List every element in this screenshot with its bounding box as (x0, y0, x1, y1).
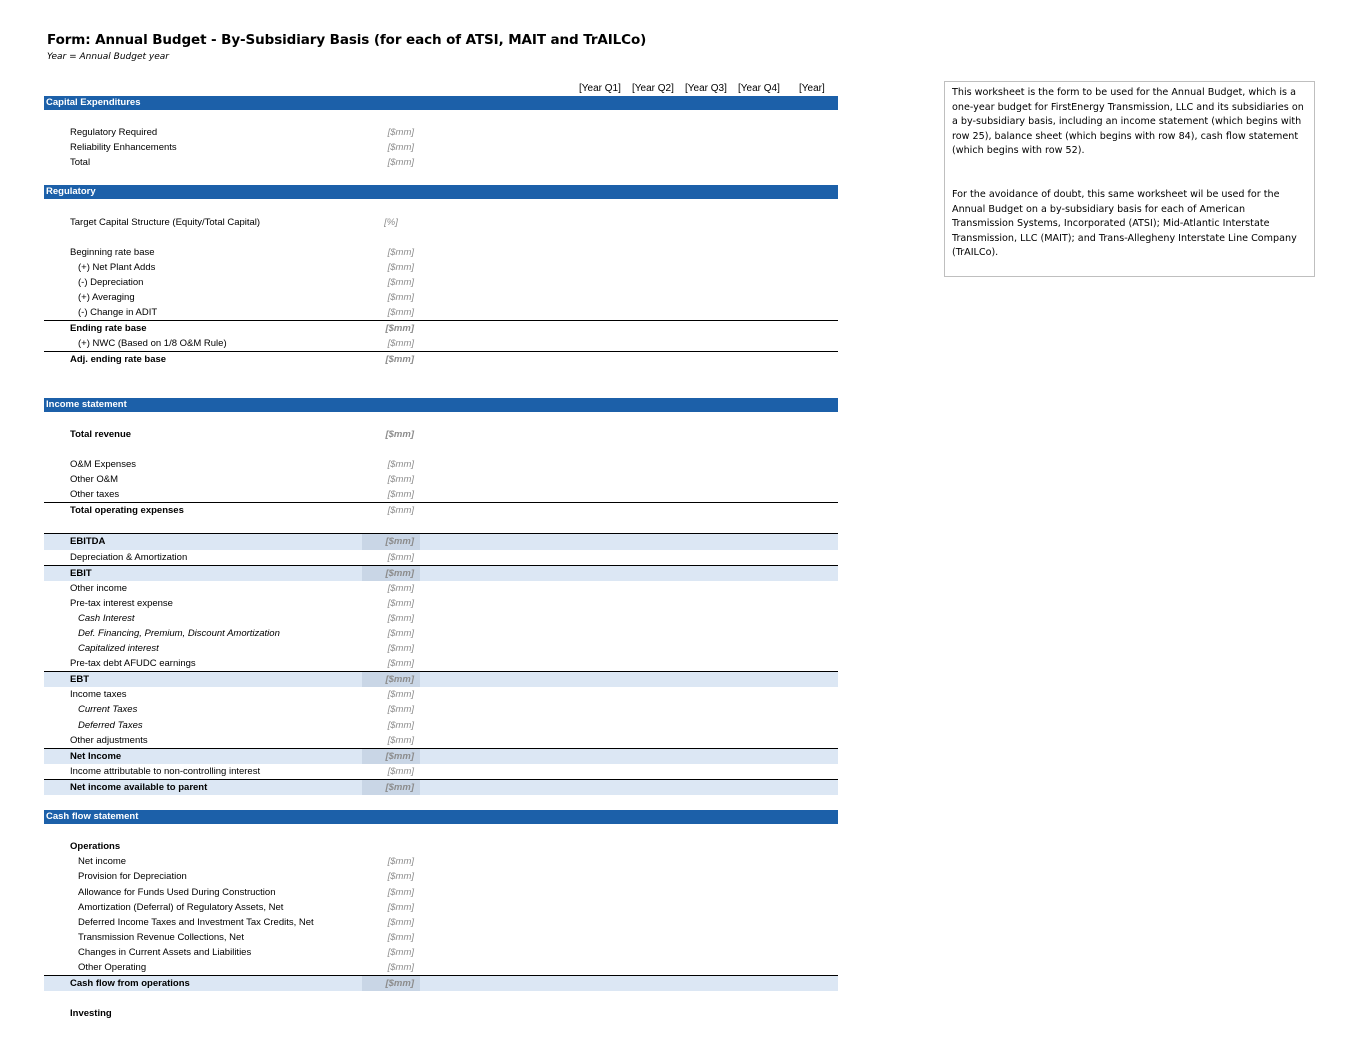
spacer-row (44, 518, 838, 533)
spacer-row (44, 368, 838, 383)
row-label: Other O&M (70, 474, 119, 486)
table-row (44, 764, 838, 779)
row-label: EBT (70, 674, 89, 686)
row-value-input[interactable]: [$mm] (385, 323, 414, 335)
row-label: Beginning rate base (70, 246, 155, 258)
row-label: O&M Expenses (70, 458, 136, 470)
table-row (44, 611, 838, 626)
row-label: Other Operating (78, 961, 147, 973)
row-label: Investing (70, 1008, 112, 1020)
spacer-row (44, 230, 838, 245)
row-label: Total operating expenses (70, 505, 184, 517)
row-value-input[interactable]: [$mm] (362, 534, 420, 549)
row-value-input[interactable]: [$mm] (387, 628, 414, 639)
row-label: Deferred Income Taxes and Investment Tax Credits, Net (78, 916, 314, 928)
table-row (44, 472, 838, 487)
table-row (44, 565, 838, 581)
row-value-input[interactable]: [%] (384, 216, 398, 228)
table-row (44, 140, 838, 155)
row-value-input[interactable]: [$mm] (387, 946, 414, 958)
table-row (44, 260, 838, 275)
row-value-input[interactable]: [$mm] (362, 780, 420, 795)
row-value-input[interactable]: [$mm] (385, 354, 414, 366)
spacer-row (44, 795, 838, 810)
table-row (44, 839, 838, 854)
row-label: EBIT (70, 567, 92, 579)
row-label: Total (70, 157, 91, 169)
row-value-input[interactable]: [$mm] (387, 505, 414, 517)
row-value-input[interactable]: [$mm] (385, 428, 414, 440)
note-paragraph-2: For the avoidance of doubt, this same worksheet wil be used for the Annual Budget on a by-subsidiary basis for each of American Transmission Systems, Incorporated (ATSI); Mid-Atlantic Interstate Transmission, LLC (MAIT); and Trans-Allegheny Interstate Line Company (TrAILCo). (952, 188, 1297, 259)
row-value-input[interactable]: [$mm] (387, 643, 414, 655)
row-value-input[interactable]: [$mm] (387, 734, 414, 746)
row-label: Net income available to parent (70, 781, 208, 793)
row-label: Net income (78, 856, 127, 868)
table-row (44, 581, 838, 596)
table-row (44, 900, 838, 915)
row-label: Income attributable to non-controlling interest (70, 765, 261, 777)
spacer-row (44, 412, 838, 427)
row-label: (-) Depreciation (78, 276, 144, 288)
row-value-input[interactable]: [$mm] (362, 672, 420, 687)
table-row (44, 533, 838, 549)
row-value-input[interactable]: [$mm] (387, 458, 414, 470)
row-label: (-) Change in ADIT (78, 307, 158, 319)
row-value-input[interactable]: [$mm] (387, 142, 414, 154)
row-label: Operations (70, 841, 121, 853)
table-row (44, 487, 838, 502)
table-row (44, 626, 838, 641)
table-row (44, 275, 838, 290)
spacer-row (44, 991, 838, 1006)
table-row (44, 550, 838, 565)
column-header-q4: [Year Q4] (738, 83, 780, 94)
table-row (44, 975, 838, 991)
table-row (44, 502, 838, 518)
row-value-input[interactable]: [$mm] (362, 749, 420, 764)
spacer-row (44, 383, 838, 398)
row-value-input[interactable]: [$mm] (387, 886, 414, 898)
row-value-input[interactable]: [$mm] (387, 307, 414, 319)
row-value-input[interactable]: [$mm] (387, 127, 414, 139)
row-value-input[interactable]: [$mm] (387, 551, 414, 563)
table-row (44, 885, 838, 900)
row-value-input[interactable]: [$mm] (387, 597, 414, 609)
table-row (44, 671, 838, 687)
table-row (44, 427, 838, 442)
row-value-input[interactable]: [$mm] (387, 658, 414, 670)
table-row (44, 869, 838, 884)
row-value-input[interactable]: [$mm] (387, 338, 414, 350)
row-value-input[interactable]: [$mm] (387, 689, 414, 701)
row-label: (+) NWC (Based on 1/8 O&M Rule) (78, 338, 227, 350)
row-value-input[interactable]: [$mm] (387, 931, 414, 943)
section-header: Cash flow statement (44, 810, 838, 824)
row-label: EBITDA (70, 536, 106, 548)
row-label: Cash flow from operations (70, 978, 190, 990)
table-row (44, 779, 838, 795)
table-row (44, 960, 838, 975)
row-value-input[interactable]: [$mm] (387, 704, 414, 716)
column-header-year: [Year] (799, 83, 825, 94)
spacer-row (44, 110, 838, 125)
table-row (44, 915, 838, 930)
table-row (44, 596, 838, 611)
table-row (44, 320, 838, 336)
table-row (44, 718, 838, 733)
row-value-input[interactable]: [$mm] (387, 961, 414, 973)
table-row (44, 125, 838, 140)
row-label: Current Taxes (78, 704, 138, 716)
spacer-row (44, 442, 838, 457)
row-value-input[interactable]: [$mm] (362, 976, 420, 991)
budget-worksheet (44, 96, 838, 1021)
table-row (44, 305, 838, 320)
section-header: Capital Expenditures (44, 96, 838, 110)
row-value-input[interactable]: [$mm] (387, 719, 414, 731)
row-label: Allowance for Funds Used During Construction (78, 886, 276, 898)
column-header-q3: [Year Q3] (685, 83, 727, 94)
row-label: Transmission Revenue Collections, Net (78, 931, 244, 943)
row-value-input[interactable]: [$mm] (362, 566, 420, 581)
table-row (44, 351, 838, 367)
page-title: Form: Annual Budget - By-Subsidiary Basis (for each of ATSI, MAIT and TrAILCo) (47, 32, 647, 48)
row-value-input[interactable]: [$mm] (387, 582, 414, 594)
page-subtitle: Year = Annual Budget year (47, 52, 169, 62)
table-row (44, 336, 838, 351)
table-row (44, 656, 838, 671)
row-label: Income taxes (70, 689, 127, 701)
table-row (44, 930, 838, 945)
table-row (44, 733, 838, 748)
spacer-row (44, 824, 838, 839)
row-label: Other taxes (70, 489, 120, 501)
row-label: Adj. ending rate base (70, 354, 167, 366)
section-header: Income statement (44, 398, 838, 412)
table-row (44, 457, 838, 472)
row-label: Regulatory Required (70, 127, 158, 139)
table-row (44, 290, 838, 305)
row-label: Depreciation & Amortization (70, 551, 188, 563)
table-row (44, 687, 838, 702)
row-value-input[interactable]: [$mm] (387, 276, 414, 288)
row-label: Other adjustments (70, 734, 148, 746)
column-header-q2: [Year Q2] (632, 83, 674, 94)
row-value-input[interactable]: [$mm] (387, 489, 414, 501)
row-label: Target Capital Structure (Equity/Total Capital) (70, 216, 261, 228)
row-value-input[interactable]: [$mm] (387, 157, 414, 169)
spacer-row (44, 199, 838, 214)
table-row (44, 945, 838, 960)
row-label: Reliability Enhancements (70, 142, 177, 154)
row-label: Capitalized interest (78, 643, 159, 655)
row-label: Changes in Current Assets and Liabilities (78, 946, 252, 958)
row-value-input[interactable]: [$mm] (387, 916, 414, 928)
row-value-input[interactable]: [$mm] (387, 261, 414, 273)
row-label: Pre-tax debt AFUDC earnings (70, 658, 196, 670)
row-label: Cash Interest (78, 612, 135, 624)
section-header: Regulatory (44, 185, 838, 199)
row-label: Total revenue (70, 428, 132, 440)
row-value-input[interactable]: [$mm] (387, 765, 414, 777)
row-label: (+) Net Plant Adds (78, 261, 156, 273)
spacer-row (44, 170, 838, 185)
row-label: Ending rate base (70, 323, 147, 335)
row-label: (+) Averaging (78, 292, 135, 304)
table-row (44, 215, 838, 230)
table-row (44, 641, 838, 656)
row-value-input[interactable]: [$mm] (387, 612, 414, 624)
row-value-input[interactable]: [$mm] (387, 292, 414, 304)
row-label: Amortization (Deferral) of Regulatory Assets, Net (78, 901, 284, 913)
row-value-input[interactable]: [$mm] (387, 856, 414, 868)
row-label: Provision for Depreciation (78, 871, 187, 883)
table-row (44, 702, 838, 717)
row-label: Def. Financing, Premium, Discount Amortization (78, 628, 280, 639)
row-value-input[interactable]: [$mm] (387, 871, 414, 883)
row-value-input[interactable]: [$mm] (387, 901, 414, 913)
instructions-note (944, 81, 1315, 277)
table-row (44, 854, 838, 869)
column-header-q1: [Year Q1] (579, 83, 621, 94)
row-label: Pre-tax interest expense (70, 597, 173, 609)
row-value-input[interactable]: [$mm] (387, 246, 414, 258)
table-row (44, 155, 838, 170)
note-paragraph-1: This worksheet is the form to be used for the Annual Budget, which is a one-year budget for FirstEnergy Transmission, LLC and its subsidiaries on a by-subsidiary basis, including an income statement (which begins with row 25), balance sheet (which begins with row 84), cash flow statement (which begins with row 52). (952, 87, 1304, 157)
row-label: Net Income (70, 750, 122, 762)
row-value-input[interactable]: [$mm] (387, 474, 414, 486)
table-row (44, 748, 838, 764)
table-row (44, 245, 838, 260)
row-label: Other income (70, 582, 128, 594)
table-row (44, 1006, 838, 1021)
row-label: Deferred Taxes (78, 719, 143, 731)
